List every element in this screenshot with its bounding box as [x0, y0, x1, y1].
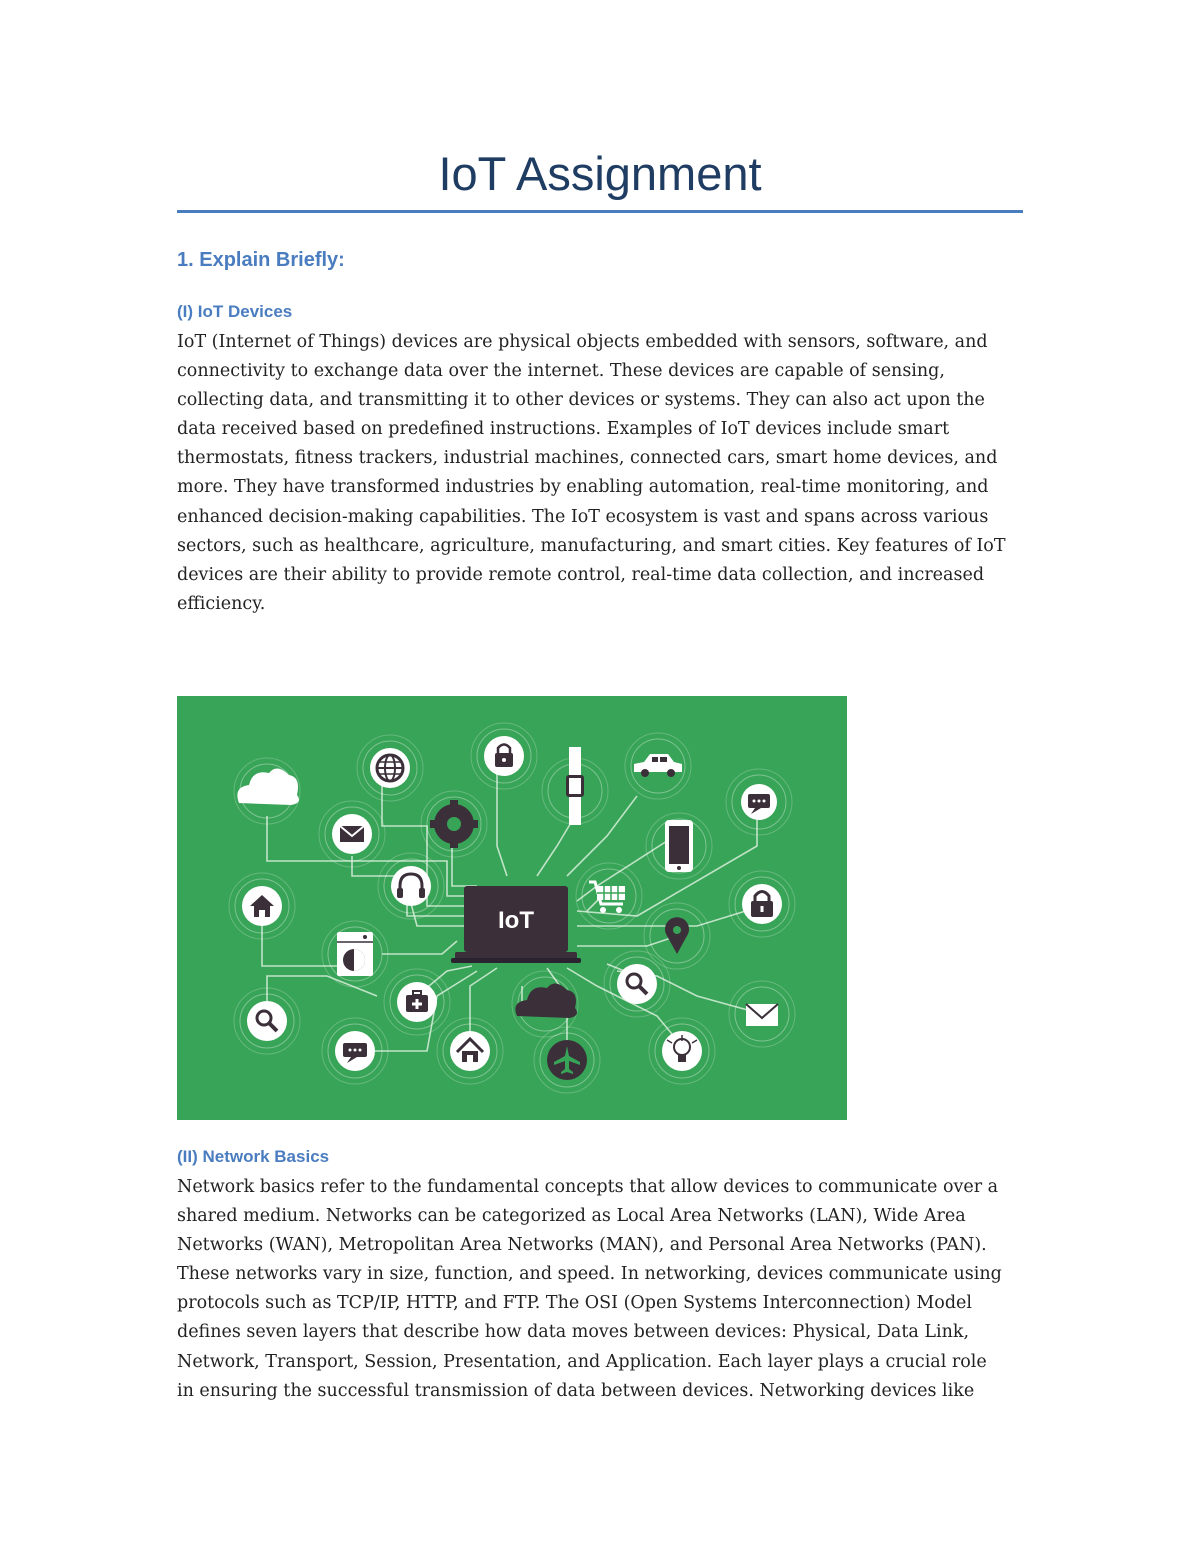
text-line: protocols such as TCP/IP, HTTP, and FTP. The OSI (Open Systems Interconnection) Model — [177, 1293, 972, 1314]
laptop-label: IoT — [498, 907, 534, 934]
gear-icon — [421, 791, 487, 857]
text-line: thermostats, fitness trackers, industrial machines, connected cars, smart home devices, and — [177, 448, 998, 469]
paragraph-network-basics — [177, 1173, 1037, 1406]
text-line: collecting data, and transmitting it to other devices or systems. They can also act upon the — [177, 390, 985, 411]
text-line: shared medium. Networks can be categorized as Local Area Networks (LAN), Wide Area — [177, 1206, 966, 1227]
title-underline — [177, 210, 1023, 213]
laptop-icon — [451, 886, 581, 963]
text-line: These networks vary in size, function, and speed. In networking, devices communicate using — [177, 1264, 1002, 1285]
text-line: more. They have transformed industries by enabling automation, real-time monitoring, and — [177, 477, 989, 498]
section-heading: 1. Explain Briefly: — [177, 249, 345, 271]
paragraph-iot-devices — [177, 328, 1037, 619]
text-line: Networks (WAN), Metropolitan Area Networks (MAN), and Personal Area Networks (PAN). — [177, 1235, 987, 1256]
document-title: IoT Assignment — [438, 147, 762, 200]
text-line: connectivity to exchange data over the internet. These devices are capable of sensing, — [177, 361, 945, 382]
subheading-network-basics: (II) Network Basics — [177, 1147, 330, 1166]
text-line: defines seven layers that describe how data moves between devices: Physical, Data Link, — [177, 1322, 970, 1343]
text-line: Network, Transport, Session, Presentation, and Application. Each layer plays a crucial role — [177, 1351, 987, 1372]
subheading-iot-devices: (I) IoT Devices — [177, 302, 293, 321]
text-line: sectors, such as healthcare, agriculture, manufacturing, and smart cities. Key features of IoT — [177, 535, 1006, 556]
text-line: data received based on predefined instructions. Examples of IoT devices include smart — [177, 419, 950, 440]
iot-network-illustration — [177, 696, 847, 1120]
text-line: efficiency. — [177, 593, 266, 614]
text-line: IoT (Internet of Things) devices are physical objects embedded with sensors, software, and — [177, 332, 988, 352]
text-line: enhanced decision-making capabilities. The IoT ecosystem is vast and spans across various — [177, 506, 989, 527]
text-line: in ensuring the successful transmission of data between devices. Networking devices like — [177, 1380, 975, 1401]
text-line: Network basics refer to the fundamental concepts that allow devices to communicate over a — [177, 1177, 999, 1197]
text-line: devices are their ability to provide remote control, real-time data collection, and increased — [177, 564, 985, 585]
